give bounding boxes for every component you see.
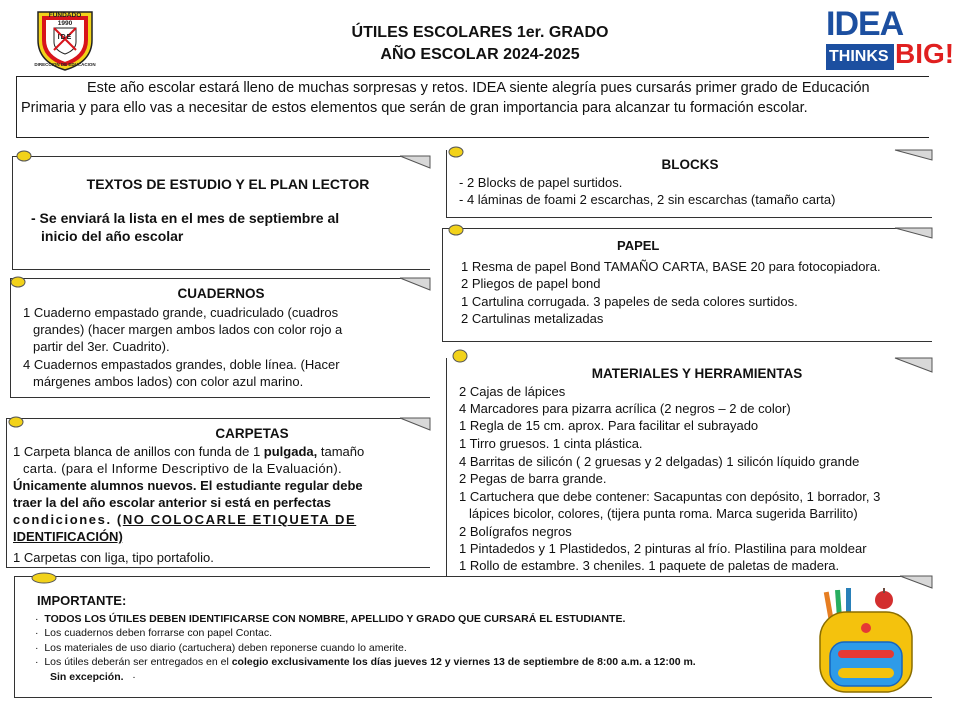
materiales-line: lápices bicolor, colores, (tijera punta roma. Marca sugerida Barrilito) [469, 506, 858, 521]
cuadernos-section [10, 278, 430, 398]
importante-text: Sin excepción. [50, 671, 124, 683]
idea-logo [826, 5, 955, 74]
importante-text: Los útiles deberán ser entregados en el [44, 656, 232, 668]
blocks-line: - 2 Blocks de papel surtidos. [459, 175, 623, 190]
materiales-line: 4 Barritas de silicón ( 2 gruesas y 2 delgadas) 1 silicón líquido grande [459, 454, 860, 469]
carpetas-text: condiciones. ( [13, 512, 123, 527]
carpetas-underlined: NO COLOCARLE ETIQUETA DE [122, 512, 357, 527]
papel-line: 1 Resma de papel Bond TAMAÑO CARTA, BASE 20 para fotocopiadora. [461, 259, 881, 274]
papel-line: 2 Pliegos de papel bond [461, 276, 601, 291]
blocks-heading: BLOCKS [661, 157, 719, 172]
materiales-line: 1 Cartuchera que debe contener: Sacapuntas con depósito, 1 borrador, 3 [459, 489, 881, 504]
carpetas-heading: CARPETAS [215, 426, 289, 441]
cuadernos-line: partir del 3er. Cuadrito). [33, 339, 170, 354]
logo-year: 1990 [57, 20, 73, 27]
idea-big-word: BIG! [895, 38, 955, 69]
materiales-line: 2 Pegas de barra grande. [459, 471, 607, 486]
textos-heading: TEXTOS DE ESTUDIO Y EL PLAN LECTOR [86, 176, 370, 192]
page-title: ÚTILES ESCOLARES 1er. GRADO [351, 24, 609, 41]
importante-bullet-1: · TODOS LOS ÚTILES DEBEN IDENTIFICARSE CON NOMBRE, APELLIDO Y GRADO QUE CURSARÁ EL ESTUDIANTE. [35, 613, 626, 625]
idea-word: IDEA [826, 5, 904, 43]
importante-heading: IMPORTANTE: [37, 593, 127, 608]
carpetas-line-2: carta. (para el Informe Descriptivo de la Evaluación). [23, 461, 342, 476]
textos-section [12, 156, 430, 270]
carpetas-text: 1 Carpeta blanca de anillos con funda de 1 [13, 444, 264, 459]
materiales-line: 1 Tirro gruesos. 1 cinta plástica. [459, 436, 643, 451]
textos-line-1: - Se enviará la lista en el mes de septiembre al [31, 210, 340, 226]
importante-bullet-2: · Los cuadernos deben forrarse con papel Contac. [35, 627, 272, 639]
logo-center-letters: IDE [57, 34, 73, 41]
importante-bold: colegio exclusivamente los días jueves 12 y viernes 13 de septiembre de 8:00 a.m. a 12:00 m. [231, 656, 696, 668]
textos-line-2: inicio del año escolar [41, 228, 184, 244]
importante-bullet-3: · Los materiales de uso diario (cartuchera) deben reponerse cuando lo amerite. [35, 642, 407, 654]
carpetas-line-1 [13, 443, 364, 461]
materiales-line: 4 Marcadores para pizarra acrílica (2 negros – 2 de color) [459, 401, 791, 416]
papel-line: 2 Cartulinas metalizadas [461, 311, 604, 326]
materiales-line: 2 Cajas de lápices [459, 384, 566, 399]
idea-thinks-word: THINKS [829, 48, 889, 65]
intro-text: Este año escolar estará lleno de muchas sorpresas y retos. IDEA siente alegría pues cursarás primer grado de Educación Primaria y para ello vas a necesitar de estos elementos que serán de gran importancia para alcanzar tu formación escolar. [21, 80, 870, 116]
importante-text: Los materiales de uso diario (cartuchera) deben reponerse cuando lo amerite. [44, 642, 407, 654]
importante-text: Los cuadernos deben forrarse con papel Contac. [44, 627, 272, 639]
importante-bullet-5: Sin excepción. · [50, 671, 136, 683]
importante-section [14, 576, 932, 698]
carpetas-line-6: IDENTIFICACIÓN) [13, 529, 123, 544]
carpetas-section [6, 418, 430, 568]
intro-paragraph [16, 76, 929, 138]
papel-heading: PAPEL [617, 238, 660, 253]
cuadernos-line: grandes) (hacer margen ambos lados con color rojo a [33, 322, 343, 337]
carpetas-line-4: traer la del año escolar anterior si está en perfectas [13, 495, 331, 510]
papel-section [442, 228, 932, 342]
materiales-line: 2 Bolígrafos negros [459, 524, 572, 539]
cuadernos-line: 1 Cuaderno empastado grande, cuadriculado (cuadros [23, 305, 339, 320]
papel-line: 1 Cartulina corrugada. 3 papeles de seda colores surtidos. [461, 294, 798, 309]
importante-bullet-4: · Los útiles deberán ser entregados en el colegio exclusivamente los días jueves 12 y viernes 13 de septiembre de 8:00 a.m. a 12:00 m. [35, 656, 696, 668]
carpetas-line-3: Únicamente alumnos nuevos. El estudiante regular debe [13, 478, 363, 493]
importante-text: TODOS LOS ÚTILES DEBEN IDENTIFICARSE CON NOMBRE, APELLIDO Y GRADO QUE CURSARÁ EL ESTUDIANTE. [44, 613, 626, 625]
materiales-line: 1 Regla de 15 cm. aprox. Para facilitar el subrayado [459, 418, 759, 433]
page-subtitle: AÑO ESCOLAR 2024-2025 [380, 46, 580, 63]
cuadernos-line: 4 Cuadernos empastados grandes, doble línea. (Hacer [23, 357, 340, 372]
cuadernos-line: márgenes ambos lados) con color azul marino. [33, 374, 304, 389]
blocks-section [446, 150, 932, 218]
backpack-illustration [816, 588, 916, 694]
carpetas-text: tamaño [317, 444, 365, 459]
materiales-heading: MATERIALES Y HERRAMIENTAS [591, 366, 803, 381]
blocks-line: - 4 láminas de foami 2 escarchas, 2 sin escarchas (tamaño carta) [459, 192, 836, 207]
materiales-line: 1 Pintadedos y 1 Plastidedos, 2 pinturas al frío. Plastilina para moldear [459, 541, 867, 556]
materiales-section [446, 358, 932, 578]
carpetas-line-5 [13, 511, 356, 529]
materiales-line: 1 Rollo de estambre. 3 cheniles. 1 paquete de paletas de madera. [459, 558, 840, 573]
carpetas-bold: pulgada, [263, 444, 318, 459]
cuadernos-heading: CUADERNOS [177, 286, 265, 301]
logo-bottom-text: DIRECCION DE EDUCACION [34, 62, 96, 67]
carpetas-line-7: 1 Carpetas con liga, tipo portafolio. [13, 550, 214, 565]
logo-founded-text: FUNDADO [48, 12, 82, 19]
